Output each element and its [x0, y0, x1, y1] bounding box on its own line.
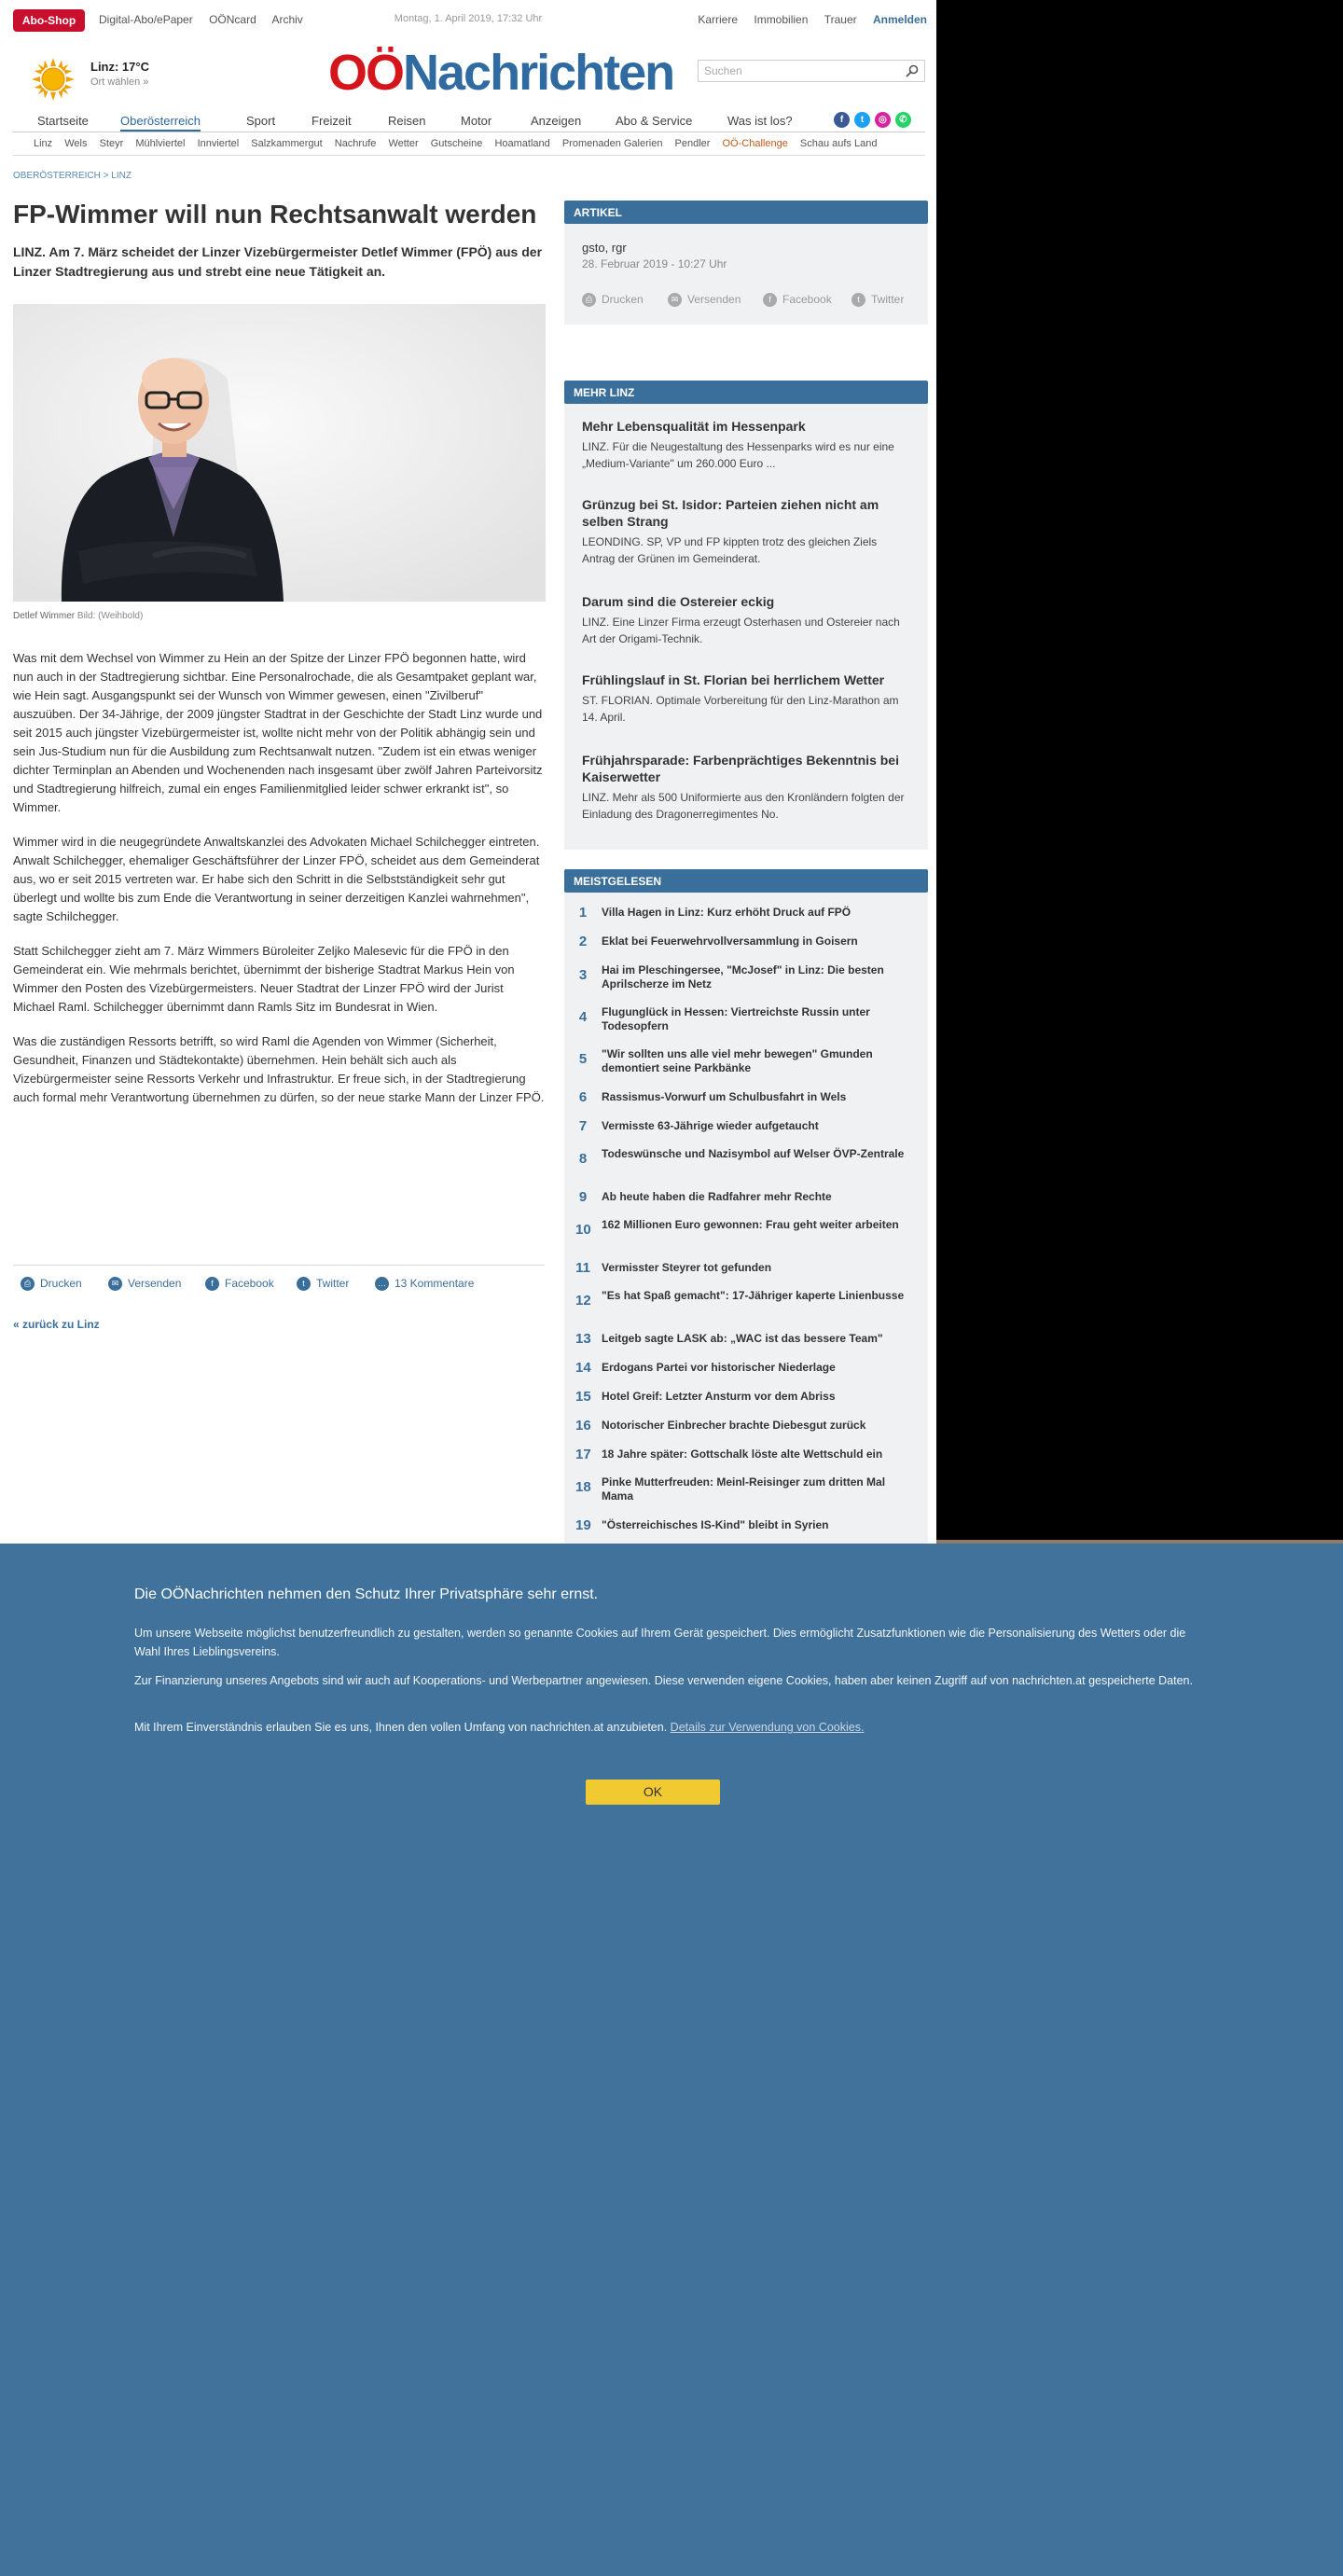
nav-oberoesterreich[interactable]: Oberösterreich	[120, 114, 201, 132]
article-photo	[13, 304, 546, 602]
most-read-item[interactable]	[575, 1147, 921, 1175]
site-logo[interactable]	[328, 45, 673, 101]
most-read-item[interactable]	[575, 963, 921, 991]
most-read-rank: 7	[578, 1118, 588, 1134]
article-paragraph: Wimmer wird in die neugegründete Anwaltskanzlei des Advokaten Michael Schilchegger eintreten. Anwalt Schilchegger, ehemaliger Geschäftsführer der Linzer FPÖ, scheidet aus dem Gemeinderat aus, wo er seit 2015 vertreten war. Er habe sich den Schritt in die Selbstständigkeit sehr gut überlegt und wollte bis zum Ende die Verantwortung in seiner derzeitigen Kanzlei wahrnehmen", sagte Schilchegger.	[13, 835, 540, 923]
weather-city: Linz: 17°C	[90, 60, 149, 74]
facebook-icon[interactable]: f	[834, 112, 850, 128]
most-read-item[interactable]	[575, 1447, 921, 1475]
mehr-linz-title[interactable]: Frühlingslauf in St. Florian bei herrlichem Wetter	[582, 672, 885, 687]
cookie-text-1: Um unsere Webseite möglichst benutzerfreundlich zu gestalten, werden so genannte Cookies auf Ihrem Gerät gespeichert. Dies ermöglicht Zusatzfunktionen wie die Personalisierung des Wetters oder die Wahl Ihres Lieblingsvereins.	[134, 1627, 1186, 1658]
search-input[interactable]	[698, 60, 925, 82]
most-read-rank: 13	[575, 1331, 591, 1347]
subnav-gutscheine[interactable]: Gutscheine	[430, 138, 483, 149]
photo-caption	[13, 611, 143, 621]
cookie-ok-button[interactable]: OK	[586, 1780, 720, 1805]
caption-name: Detlef Wimmer	[13, 611, 76, 621]
cookie-text-2: Zur Finanzierung unseres Angebots sind wir auch auf Kooperations- und Werbepartner angewiesen. Diese verwenden eigene Cookies, haben aber keinen Zugriff auf von nachrichten.at gespeicherte Daten.	[134, 1674, 1193, 1687]
subnav-divider	[13, 155, 925, 156]
most-read-rank: 18	[575, 1479, 591, 1495]
mehr-linz-teaser: LINZ. Für die Neugestaltung des Hessenparks wird es nur eine „Medium-Variante" um 260.000 Euro ...	[582, 440, 894, 470]
most-read-rank: 17	[575, 1447, 591, 1462]
top-links-right	[685, 13, 927, 26]
sidebar-facebook-button[interactable]	[763, 293, 832, 307]
logo-oo: OÖ	[328, 45, 404, 101]
most-read-title[interactable]: Ab heute haben die Radfahrer mehr Rechte	[602, 1190, 832, 1203]
sun-weather-icon	[32, 58, 75, 101]
facebook-icon: f	[205, 1277, 219, 1291]
twitter-icon: t	[297, 1277, 311, 1291]
most-read-title[interactable]: Rassismus-Vorwurf um Schulbusfahrt in Wels	[602, 1090, 847, 1103]
most-read-title[interactable]: Vermisste 63-Jährige wieder aufgetaucht	[602, 1119, 819, 1132]
whatsapp-icon[interactable]: ✆	[895, 112, 911, 128]
most-read-title[interactable]: "Wir sollten uns alle viel mehr bewegen" Gmunden demontiert seine Parkbänke	[602, 1047, 873, 1074]
mehr-linz-item[interactable]	[582, 496, 908, 567]
nav-freizeit[interactable]: Freizeit	[312, 114, 352, 128]
subnav-pendler[interactable]: Pendler	[674, 138, 711, 149]
sidebar-twitter-label: Twitter	[871, 293, 905, 306]
article-paragraph: Was mit dem Wechsel von Wimmer zu Hein an der Spitze der Linzer FPÖ begonnen hatte, wird nun auch in der Stadtregierung sichtbar. Eine Personalrochade, die als Gesamtpaket geplant war, wie Hein sagt. Ausgangspunkt sei der Wunsch von Wimmer gewesen, einen "Zivilberuf" auszuüben. Der 34-Jährige, der 2009 jüngster Stadtrat in der Geschichte der Stadt Linz wurde und seit 2015 auch jüngster Vizebürgermeister ist, wollte nicht mehr von der Politik abhängig sein und sein Jus-Studium nun für die Ausbildung zum Rechtsanwalt nutzen. "Zudem ist ein etwas weniger dichter Terminplan an Abenden und Wochenenden nach insgesamt über zwölf Jahren Parteivorsitz und Stadtregierung hilfreich, zumal ein enges Familienmitglied leider schwer erkrankt ist", so Wimmer.	[13, 651, 543, 814]
cookie-details-link[interactable]: Details zur Verwendung von Cookies.	[670, 1721, 865, 1734]
most-read-rank: 12	[575, 1293, 591, 1309]
article-body	[13, 649, 547, 1123]
back-to-linz-link[interactable]: « zurück zu Linz	[13, 1318, 100, 1331]
most-read-title[interactable]: 18 Jahre später: Gottschalk löste alte Wettschuld ein	[602, 1447, 883, 1461]
most-read-title[interactable]: Notorischer Einbrecher brachte Diebesgut zurück	[602, 1419, 866, 1432]
most-read-item[interactable]	[575, 1517, 921, 1545]
most-read-title[interactable]: Vermisster Steyrer tot gefunden	[602, 1261, 772, 1274]
portrait-image	[13, 304, 546, 602]
most-read-rank: 11	[575, 1260, 590, 1276]
most-read-item[interactable]	[575, 1189, 921, 1217]
most-read-title[interactable]: Villa Hagen in Linz: Kurz erhöht Druck auf FPÖ	[602, 906, 851, 919]
send-label: Versenden	[128, 1277, 182, 1290]
facebook-icon: f	[763, 293, 777, 307]
comments-label: 13 Kommentare	[395, 1277, 475, 1290]
logo-name: Nachrichten	[403, 45, 674, 101]
most-read-rank: 10	[575, 1222, 591, 1238]
most-read-rank: 3	[578, 967, 588, 983]
sidebar-twitter-button[interactable]	[851, 293, 904, 307]
most-read-rank: 4	[578, 1009, 588, 1025]
cookie-text-3-body: Mit Ihrem Einverständnis erlauben Sie es uns, Ihnen den vollen Umfang von nachrichten.at anzubieten.	[134, 1721, 668, 1734]
subnav-schau-aufs-land[interactable]: Schau aufs Land	[799, 138, 878, 149]
most-read-item[interactable]	[575, 1418, 921, 1446]
sidebar-print-label: Drucken	[602, 293, 644, 306]
most-read-item[interactable]	[575, 1118, 921, 1146]
artikel-box	[564, 224, 928, 325]
facebook-label: Facebook	[225, 1277, 274, 1290]
most-read-title[interactable]: Leitgeb sagte LASK ab: „WAC ist das bessere Team"	[602, 1332, 883, 1345]
subnav-hoamatland[interactable]: Hoamatland	[494, 138, 550, 149]
send-button[interactable]	[108, 1277, 181, 1291]
most-read-rank: 8	[578, 1151, 588, 1167]
most-read-title[interactable]: "Österreichisches IS-Kind" bleibt in Syrien	[602, 1518, 829, 1531]
mehr-linz-title[interactable]: Darum sind die Ostereier eckig	[582, 594, 775, 609]
printer-icon: ⎙	[21, 1277, 35, 1291]
article-paragraph: Statt Schilchegger zieht am 7. März Wimmers Büroleiter Zeljko Malesevic für die FPÖ in den Gemeinderat ein. Wie mehrmals berichtet, übernimmt der bisherige Stadtrat Markus Hein von Wimmer den Posten des Vizebürgermeisters. Neuer Stadtrat der Linzer FPÖ wird der Jurist Michael Raml. Schilchegger übernimmt dann Ramls Sitz im Bundesrat in Wien.	[13, 944, 515, 1014]
most-read-rank: 14	[575, 1360, 591, 1376]
mehr-linz-item[interactable]	[582, 672, 908, 726]
link-digital-abo[interactable]: Digital-Abo/ePaper	[99, 13, 193, 26]
most-read-item[interactable]	[575, 1475, 921, 1503]
twitter-share-button[interactable]	[297, 1277, 349, 1291]
search-icon[interactable]	[906, 64, 919, 77]
envelope-icon: ✉	[108, 1277, 122, 1291]
subnav-promenaden-galerien[interactable]: Promenaden Galerien	[561, 138, 663, 149]
most-read-rank: 6	[578, 1089, 588, 1105]
nav-abo-service[interactable]: Abo & Service	[616, 114, 693, 128]
print-label: Drucken	[40, 1277, 82, 1290]
mehr-linz-heading: MEHR LINZ	[564, 381, 928, 404]
link-oencard[interactable]: OÖNcard	[209, 13, 256, 26]
mehr-linz-teaser: LEONDING. SP, VP und FP kippten trotz des gleichen Ziels Antrag der Grünen im Gemeinderat.	[582, 535, 878, 565]
subnav-innviertel[interactable]: Innviertel	[197, 138, 240, 149]
nav-motor[interactable]: Motor	[461, 114, 492, 128]
nav-sport[interactable]: Sport	[246, 114, 276, 128]
link-karriere[interactable]: Karriere	[698, 13, 739, 26]
most-read-title[interactable]: Pinke Mutterfreuden: Meinl-Reisinger zum dritten Mal Mama	[602, 1475, 886, 1503]
login-link[interactable]: Anmelden	[872, 13, 927, 26]
mehr-linz-teaser: ST. FLORIAN. Optimale Vorbereitung für den Linz-Marathon am 14. April.	[582, 694, 899, 724]
current-date: Montag, 1. April 2019, 17:32 Uhr	[394, 13, 543, 24]
most-read-item[interactable]	[575, 1260, 921, 1288]
most-read-rank: 15	[575, 1389, 591, 1405]
most-read-item[interactable]	[575, 1360, 921, 1388]
most-read-title[interactable]: 162 Millionen Euro gewonnen: Frau geht weiter arbeiten	[602, 1218, 899, 1231]
article-share-bar	[13, 1265, 545, 1290]
sidebar-print-button[interactable]	[582, 293, 644, 307]
most-read-item[interactable]	[575, 934, 921, 962]
most-read-title[interactable]: Hotel Greif: Letzter Ansturm vor dem Abriss	[602, 1390, 836, 1403]
subnav-salzkammergut[interactable]: Salzkammergut	[251, 138, 323, 149]
mehr-linz-teaser: LINZ. Mehr als 500 Uniformierte aus den Kronländern folgten der Einladung des Dragonerregimentes No.	[582, 791, 905, 821]
subnav-wetter[interactable]: Wetter	[388, 138, 419, 149]
article-author: gsto, rgr	[582, 241, 627, 255]
weather-location-select[interactable]: Ort wählen »	[90, 76, 149, 88]
meistgelesen-heading: MEISTGELESEN	[564, 869, 928, 893]
mehr-linz-title[interactable]: Mehr Lebensqualität im Hessenpark	[582, 419, 806, 434]
facebook-share-button[interactable]	[205, 1277, 274, 1291]
most-read-item[interactable]	[575, 1331, 921, 1359]
link-trauer[interactable]: Trauer	[824, 13, 857, 26]
most-read-item[interactable]	[575, 1047, 921, 1075]
mehr-linz-item[interactable]	[582, 418, 908, 472]
mehr-linz-title[interactable]: Grünzug bei St. Isidor: Parteien ziehen nicht am selben Strang	[582, 497, 879, 529]
print-button[interactable]	[21, 1277, 82, 1291]
article-paragraph: Was die zuständigen Ressorts betrifft, so wird Raml die Agenden von Wimmer (Sicherheit, Gesundheit, Finanzen und Städtekontakte) übernehmen. Hein behält sich auch als Vizebürgermeister seine Ressorts Verkehr und Infrastruktur. Er freue sich, in der Stadtregierung auch formal mehr Verantwortung übernehmen zu dürfen, so der neue starke Mann der Linzer FPÖ.	[13, 1034, 545, 1104]
envelope-icon: ✉	[668, 293, 682, 307]
most-read-title[interactable]: Todeswünsche und Nazisymbol auf Welser ÖVP-Zentrale	[602, 1147, 905, 1160]
link-archiv[interactable]: Archiv	[271, 13, 303, 26]
twitter-icon[interactable]: t	[854, 112, 870, 128]
most-read-item[interactable]	[575, 1089, 921, 1117]
nav-reisen[interactable]: Reisen	[388, 114, 426, 128]
caption-credit: Bild: (Weihbold)	[76, 611, 144, 621]
link-immobilien[interactable]: Immobilien	[754, 13, 809, 26]
artikel-heading: ARTIKEL	[564, 201, 928, 224]
main-nav	[13, 112, 925, 132]
most-read-item[interactable]	[575, 1289, 921, 1317]
most-read-title[interactable]: Erdogans Partei vor historischer Niederlage	[602, 1361, 836, 1374]
mehr-linz-item[interactable]	[582, 593, 908, 647]
sidebar-send-label: Versenden	[687, 293, 741, 306]
article-lead: LINZ. Am 7. März scheidet der Linzer Vizebürgermeister Detlef Wimmer (FPÖ) aus der Linzer Stadtregierung aus und strebt eine neue Tätigkeit an.	[13, 244, 543, 279]
sub-nav	[34, 138, 886, 149]
most-read-title[interactable]: "Es hat Spaß gemacht": 17-Jähriger kaperte Linienbusse	[602, 1289, 905, 1302]
instagram-icon[interactable]: ◎	[875, 112, 891, 128]
subnav-steyr[interactable]: Steyr	[99, 138, 124, 149]
top-links-left	[99, 13, 316, 26]
most-read-rank: 16	[575, 1418, 591, 1433]
printer-icon: ⎙	[582, 293, 596, 307]
subnav-nachrufe[interactable]: Nachrufe	[334, 138, 377, 149]
cookie-consent-banner	[0, 1544, 1343, 2576]
twitter-icon: t	[851, 293, 865, 307]
article-headline: FP-Wimmer will nun Rechtsanwalt werden	[13, 200, 537, 229]
most-read-title[interactable]: Flugunglück in Hessen: Viertreichste Russin unter Todesopfern	[602, 1005, 870, 1032]
sidebar-send-button[interactable]	[668, 293, 741, 307]
subnav-linz[interactable]: Linz	[34, 138, 53, 149]
most-read-rank: 9	[578, 1189, 588, 1205]
abo-shop-button[interactable]: Abo-Shop	[13, 9, 85, 32]
most-read-rank: 2	[578, 934, 588, 949]
twitter-label: Twitter	[316, 1277, 350, 1290]
nav-startseite[interactable]: Startseite	[37, 114, 89, 128]
mehr-linz-title[interactable]: Frühjahrsparade: Farbenprächtiges Bekenntnis bei Kaiserwetter	[582, 753, 899, 784]
comments-button[interactable]	[375, 1277, 474, 1291]
most-read-title[interactable]: Hai im Pleschingersee, "McJosef" in Linz: Die besten Aprilscherze im Netz	[602, 963, 884, 990]
subnav-wels[interactable]: Wels	[64, 138, 88, 149]
most-read-rank: 1	[578, 905, 588, 921]
mehr-linz-teaser: LINZ. Eine Linzer Firma erzeugt Osterhasen und Ostereier nach Art der Origami-Technik.	[582, 616, 900, 645]
most-read-item[interactable]	[575, 1005, 921, 1033]
subnav-muehlviertel[interactable]: Mühlviertel	[135, 138, 186, 149]
cookie-text-3	[134, 1718, 1207, 1737]
top-bar	[0, 0, 936, 41]
breadcrumb[interactable]: OBERÖSTERREICH > LINZ	[13, 171, 132, 181]
most-read-item[interactable]	[575, 1218, 921, 1246]
most-read-rank: 5	[578, 1051, 588, 1067]
article-date: 28. Februar 2019 - 10:27 Uhr	[582, 257, 727, 270]
subnav-oo-challenge[interactable]: OÖ-Challenge	[722, 138, 788, 149]
mehr-linz-item[interactable]	[582, 752, 908, 823]
nav-anzeigen[interactable]: Anzeigen	[531, 114, 582, 128]
most-read-item[interactable]	[575, 1389, 921, 1417]
nav-was-ist-los[interactable]: Was ist los?	[727, 114, 793, 128]
most-read-rank: 19	[575, 1517, 591, 1533]
comment-icon: …	[375, 1277, 389, 1291]
sidebar-facebook-label: Facebook	[782, 293, 832, 306]
most-read-title[interactable]: Eklat bei Feuerwehrvollversammlung in Goisern	[602, 935, 858, 948]
search-placeholder: Suchen	[704, 64, 742, 77]
cookie-title: Die OÖNachrichten nehmen den Schutz Ihrer Privatsphäre sehr ernst.	[134, 1586, 599, 1602]
most-read-item[interactable]	[575, 905, 921, 933]
